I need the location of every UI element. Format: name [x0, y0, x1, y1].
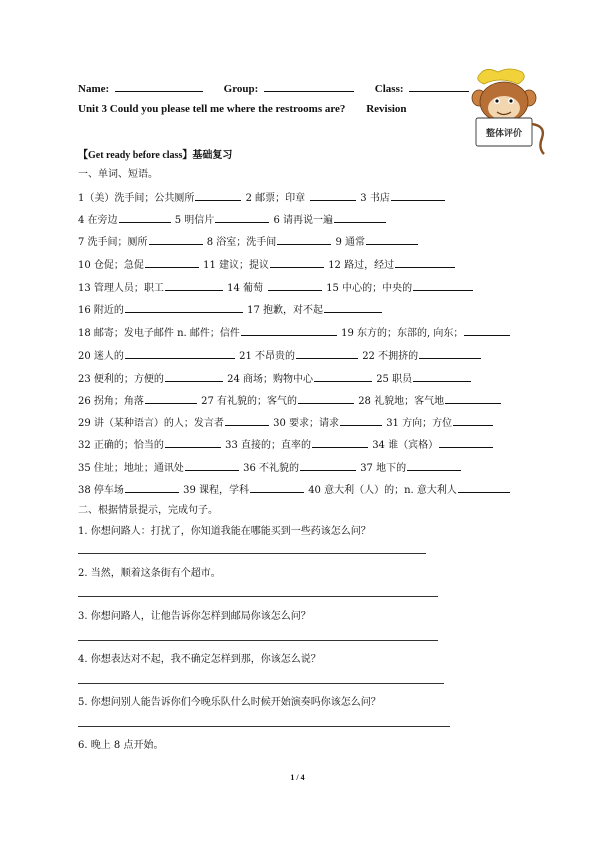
answer-blank[interactable]	[366, 235, 418, 245]
answer-blank[interactable]	[453, 416, 493, 426]
answer-blank[interactable]	[165, 372, 223, 382]
vocab-row: 38 停车场 39 课程，学科 40 意大利（人）的；n. 意大利人	[78, 483, 511, 497]
unit-title	[78, 103, 407, 115]
sentence-prompt: 6. 晚上 8 点开始。	[78, 740, 164, 751]
answer-blank[interactable]	[312, 438, 368, 448]
student-info-header	[78, 81, 469, 95]
answer-blank[interactable]	[334, 213, 386, 223]
vocab-row: 4 在旁边 5 明信片 6 请再说一遍	[78, 213, 387, 227]
vocab-row: 7 洗手间；厕所 8 浴室；洗手间 9 通常	[78, 235, 419, 249]
answer-blank[interactable]	[395, 258, 455, 268]
revision-label: Revision	[366, 103, 407, 115]
page-number: 1 / 4	[290, 773, 305, 782]
answer-blank[interactable]	[324, 303, 382, 313]
answer-blank[interactable]	[300, 461, 356, 471]
answer-blank[interactable]	[413, 372, 471, 382]
answer-blank[interactable]	[225, 416, 269, 426]
answer-blank[interactable]	[215, 213, 269, 223]
group-blank	[264, 81, 354, 92]
answer-blank[interactable]	[270, 258, 324, 268]
vocab-row: 23 便利的；方便的 24 商场；购物中心 25 职员	[78, 372, 472, 386]
answer-blank[interactable]	[277, 235, 331, 245]
answer-blank[interactable]	[464, 326, 510, 336]
answer-blank[interactable]	[119, 213, 171, 223]
section1-heading: 【Get ready before class】基础复习	[78, 150, 233, 161]
answer-blank[interactable]	[391, 191, 445, 201]
answer-line[interactable]	[78, 726, 450, 727]
sentence-prompt: 5. 你想问别人能告诉你们今晚乐队什么时候开始演奏吗你该怎么问？	[78, 697, 381, 708]
monkey-mascot-icon	[470, 68, 550, 156]
answer-blank[interactable]	[165, 438, 221, 448]
vocab-row: 10 仓促；急促 11 建议；提议 12 路过，经过	[78, 258, 456, 272]
answer-blank[interactable]	[340, 416, 382, 426]
answer-blank[interactable]	[125, 349, 235, 359]
answer-blank[interactable]	[145, 394, 197, 404]
sentence-prompt: 3. 你想问路人，让他告诉你怎样到邮局你该怎么问？	[78, 611, 311, 622]
vocab-row: 32 正确的；恰当的 33 直接的；直率的 34 谁（宾格）	[78, 438, 494, 452]
vocab-row: 26 拐角；角落 27 有礼貌的；客气的 28 礼貌地；客气地	[78, 394, 502, 408]
section1-subheading: 一、单词、短语。	[78, 169, 158, 180]
class-blank	[409, 81, 469, 92]
vocab-row: 29 讲（某种语言）的人；发言者 30 要求；请求 31 方向；方位	[78, 416, 494, 430]
unit-title-text: Unit 3 Could you please tell me where the restrooms are?	[78, 103, 346, 115]
answer-blank[interactable]	[413, 281, 473, 291]
answer-blank[interactable]	[458, 483, 510, 493]
sentence-prompt: 2. 当然，顺着这条街有个超市。	[78, 568, 221, 579]
vocab-row: 35 住址；地址；通讯处 36 不礼貌的 37 地下的	[78, 461, 462, 475]
badge-text: 整体评价	[485, 129, 523, 139]
vocab-row: 20 迷人的 21 不昂贵的 22 不拥挤的	[78, 349, 482, 363]
answer-blank[interactable]	[439, 438, 493, 448]
vocab-row: 18 邮寄；发电子邮件 n. 邮件；信件 19 东方的；东部的, 向东；	[78, 326, 511, 340]
answer-blank[interactable]	[250, 483, 304, 493]
answer-blank[interactable]	[314, 372, 372, 382]
answer-blank[interactable]	[195, 191, 241, 201]
answer-blank[interactable]	[125, 483, 179, 493]
name-label: Name:	[78, 83, 110, 95]
answer-line[interactable]	[78, 683, 444, 684]
answer-blank[interactable]	[268, 281, 322, 291]
answer-blank[interactable]	[296, 349, 358, 359]
vocab-row: 1（美）洗手间；公共厕所 2 邮票；印章 3 书店	[78, 191, 446, 205]
answer-blank[interactable]	[145, 258, 199, 268]
answer-blank[interactable]	[149, 235, 203, 245]
answer-blank[interactable]	[310, 191, 356, 201]
answer-blank[interactable]	[185, 461, 239, 471]
name-blank	[115, 81, 203, 92]
answer-blank[interactable]	[445, 394, 501, 404]
answer-blank[interactable]	[419, 349, 481, 359]
group-label: Group:	[223, 83, 259, 95]
sentence-prompt: 4. 你想表达对不起，我不确定怎样到那，你该怎么说？	[78, 654, 321, 665]
answer-blank[interactable]	[165, 281, 223, 291]
class-label: Class:	[374, 83, 404, 95]
answer-blank[interactable]	[298, 394, 354, 404]
vocab-row: 13 管理人员；职工 14 葡萄 15 中心的；中央的	[78, 281, 474, 295]
answer-line[interactable]	[78, 640, 438, 641]
answer-line[interactable]	[78, 596, 438, 597]
vocab-row: 16 附近的 17 抱歉，对不起	[78, 303, 383, 317]
answer-blank[interactable]	[125, 303, 243, 313]
answer-line[interactable]	[78, 553, 426, 554]
answer-blank[interactable]	[241, 326, 337, 336]
sentence-prompt: 1. 你想问路人：打扰了，你知道我能在哪能买到一些药该怎么问？	[78, 526, 371, 537]
answer-blank[interactable]	[407, 461, 461, 471]
section2-heading: 二、根据情景提示，完成句子。	[78, 505, 218, 516]
